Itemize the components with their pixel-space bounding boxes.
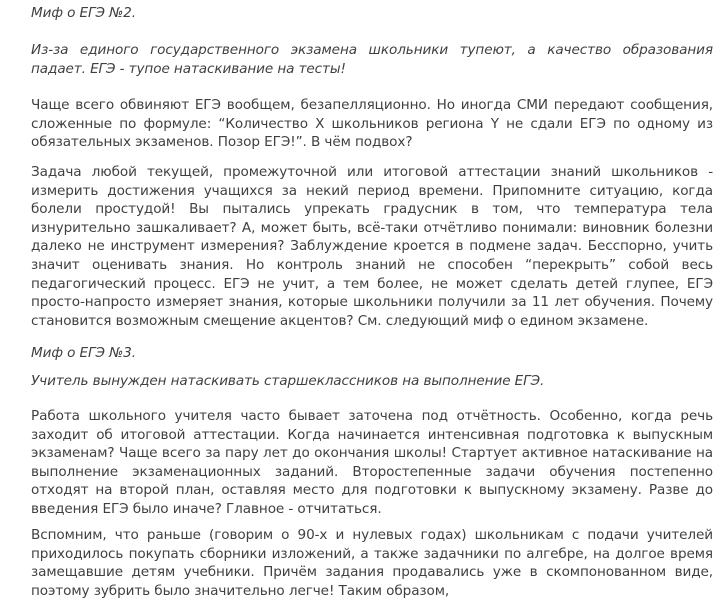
myth-2-claim-block	[0, 41, 713, 78]
myth-3-paragraph-2-block	[0, 526, 713, 600]
myth-2-paragraph-1: Чаще всего обвиняют ЕГЭ вообщем, безапелляционно. Но иногда СМИ передают сообщения, сложенные по формуле: “Количество X школьников региона Y не сдали ЕГЭ по одному из обязательных экзаменов. Позор ЕГЭ!”. В чём подвох?	[31, 97, 713, 151]
myth-3-section	[0, 344, 713, 363]
myth-2-claim: Из-за единого государственного экзамена школьники тупеют, а качество образования падает. ЕГЭ - тупое натаскивание на тесты!	[31, 42, 713, 77]
myth-3-paragraph-1: Работа школьного учителя часто бывает заточена под отчётность. Особенно, когда речь заходит об итоговой аттестации. Когда начинается интенсивная подготовка к выпускным экзаменам? Чаще всего за пару лет до окончания школы! Стартует активное натаскивание на выполнение экзаменационных заданий. Второстепенные задачи обучения постепенно отходят на второй план, оставляя место для подготовки к выпускному экзамену. Разве до введения ЕГЭ было иначе? Главное - отчитаться.	[31, 408, 713, 517]
myth-2-title: Миф о ЕГЭ №2.	[31, 5, 136, 21]
myth-2-paragraph-2: Задача любой текущей, промежуточной или итоговой аттестации знаний школьников - измерить достижения учащихся за некий период времени. Припомните ситуацию, когда болели простудой! Вы пытались упрекать градусник в том, что температура тела изнурительно зашкаливает? А, может быть, всё-таки отчётливо понимали: виновник болезни далеко не инструмент измерения? Заблуждение кроется в подмене задач. Бесспорно, учить значит оценивать знания. Но контроль знаний не способен “перекрыть” собой весь педагогический процесс. ЕГЭ не учит, а тем более, не может сделать детей глупее, ЕГЭ просто-напросто измеряет знания, которые школьники получили за 11 лет обучения. Почему становится возможным смещение акцентов? См. следующий миф о едином экзамене.	[31, 164, 713, 329]
myth-2-paragraph-1-block	[0, 96, 713, 152]
myth-3-title: Миф о ЕГЭ №3.	[31, 345, 136, 361]
myth-2-paragraph-2-block	[0, 163, 713, 330]
myth-3-claim-block	[0, 372, 713, 391]
myth-3-paragraph-2: Вспомним, что раньше (говорим о 90-х и нулевых годах) школьникам с подачи учителей приходилось покупать сборники изложений, а также задачники по алгебре, на долгое время замещавшие детям учебники. Причём задания продавались уже в скомпонованном виде, поэтому зубрить было значительно легче! Таким образом,	[31, 527, 713, 599]
myth-2-section	[0, 4, 713, 23]
myth-3-claim: Учитель вынужден натаскивать старшеклассников на выполнение ЕГЭ.	[31, 373, 545, 389]
myth-3-paragraph-1-block	[0, 407, 713, 519]
